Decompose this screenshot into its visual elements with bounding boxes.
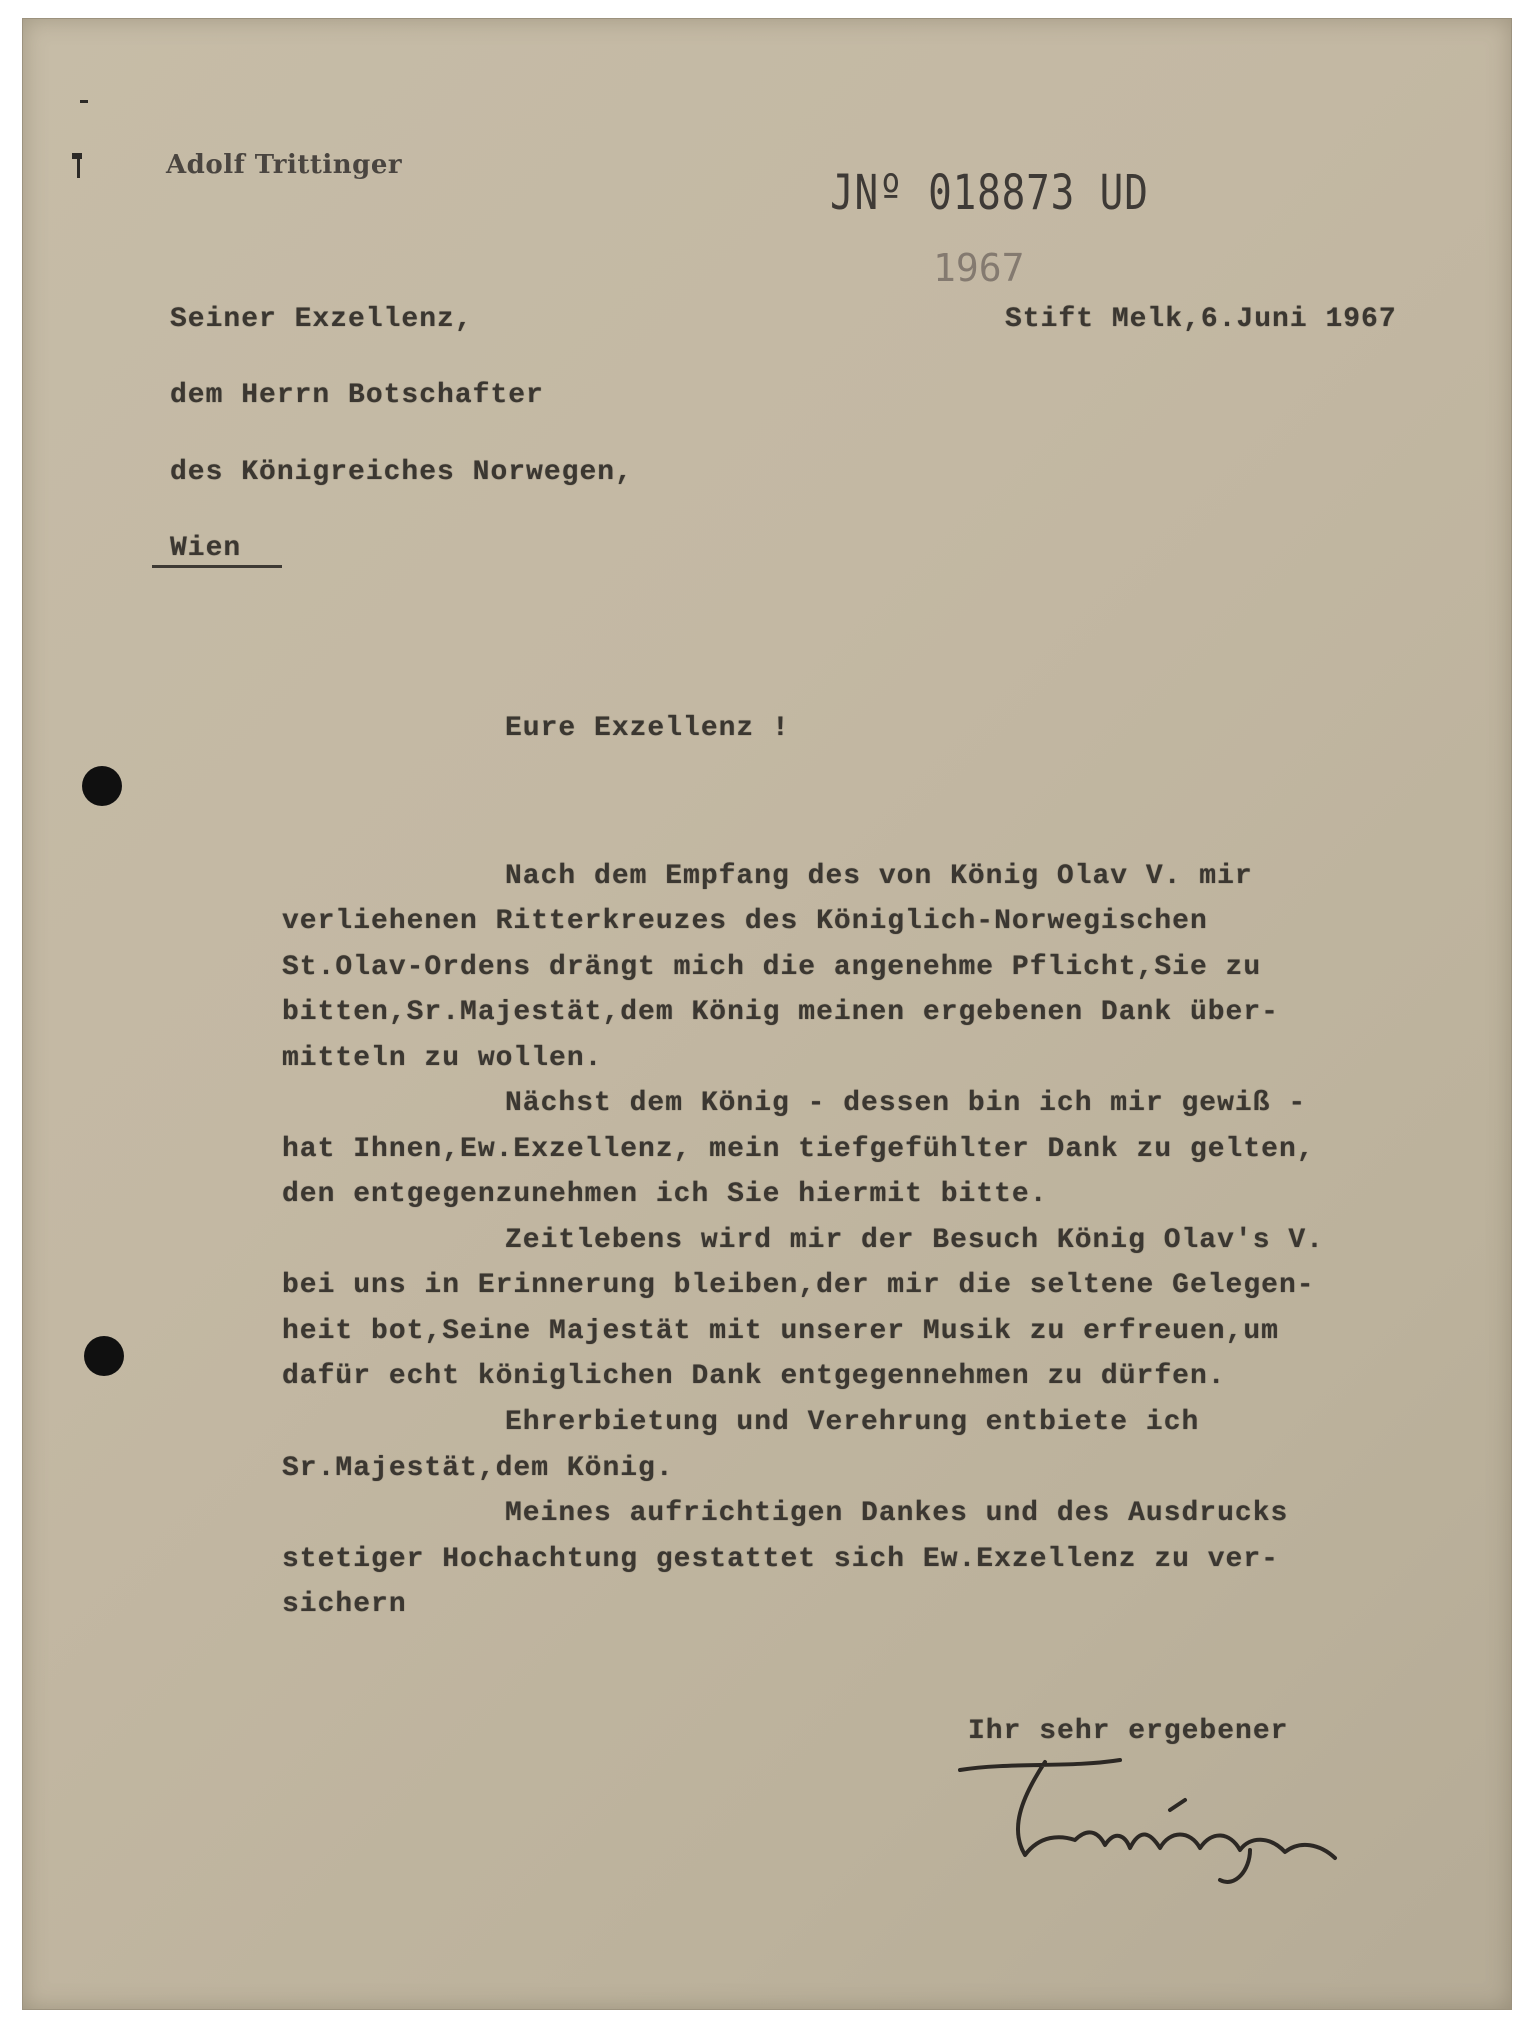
paper-mark bbox=[80, 100, 88, 103]
body-line: Zeitlebens wird mir der Besuch König Olav's V. bbox=[505, 1225, 1324, 1256]
registry-stamp-number: JNº 018873 UD bbox=[830, 165, 1149, 221]
body-line: sichern bbox=[282, 1589, 407, 1620]
address-line: Seiner Exzellenz, bbox=[170, 304, 473, 335]
salutation: Eure Exzellenz ! bbox=[505, 713, 790, 744]
paper-mark bbox=[77, 158, 80, 178]
address-line: dem Herrn Botschafter bbox=[170, 380, 544, 411]
address-city: Wien bbox=[170, 533, 242, 564]
body-line: mitteln zu wollen. bbox=[282, 1043, 603, 1074]
letterhead: Adolf Trittinger bbox=[166, 150, 403, 180]
signature bbox=[950, 1740, 1410, 1890]
body-line: Sr.Majestät,dem König. bbox=[282, 1453, 674, 1484]
body-line: Nach dem Empfang des von König Olav V. mir bbox=[505, 861, 1253, 892]
city-underline bbox=[152, 565, 282, 568]
body-line: hat Ihnen,Ew.Exzellenz, mein tiefgefühlter Dank zu gelten, bbox=[282, 1134, 1315, 1165]
body-line: St.Olav-Ordens drängt mich die angenehme Pflicht,Sie zu bbox=[282, 952, 1262, 983]
punch-hole bbox=[82, 766, 122, 806]
body-line: Nächst dem König - dessen bin ich mir gewiß - bbox=[505, 1088, 1307, 1119]
body-line: den entgegenzunehmen ich Sie hiermit bitte. bbox=[282, 1179, 1048, 1210]
body-line: Meines aufrichtigen Dankes und des Ausdrucks bbox=[505, 1498, 1289, 1529]
registry-stamp-year: 1967 bbox=[933, 246, 1025, 290]
body-line: Ehrerbietung und Verehrung entbiete ich bbox=[505, 1407, 1200, 1438]
closing: Ihr sehr ergebener bbox=[968, 1716, 1289, 1747]
body-line: bei uns in Erinnerung bleiben,der mir die seltene Gelegen- bbox=[282, 1270, 1315, 1301]
body-line: bitten,Sr.Majestät,dem König meinen ergebenen Dank über- bbox=[282, 997, 1279, 1028]
address-line: des Königreiches Norwegen, bbox=[170, 457, 633, 488]
punch-hole bbox=[84, 1336, 124, 1376]
body-line: verliehenen Ritterkreuzes des Königlich-Norwegischen bbox=[282, 906, 1208, 937]
body-line: dafür echt königlichen Dank entgegennehmen zu dürfen. bbox=[282, 1361, 1226, 1392]
letter-page bbox=[22, 18, 1512, 2010]
date-line: Stift Melk,6.Juni 1967 bbox=[1005, 304, 1397, 335]
body-line: stetiger Hochachtung gestattet sich Ew.Exzellenz zu ver- bbox=[282, 1544, 1279, 1575]
body-line: heit bot,Seine Majestät mit unserer Musik zu erfreuen,um bbox=[282, 1316, 1279, 1347]
